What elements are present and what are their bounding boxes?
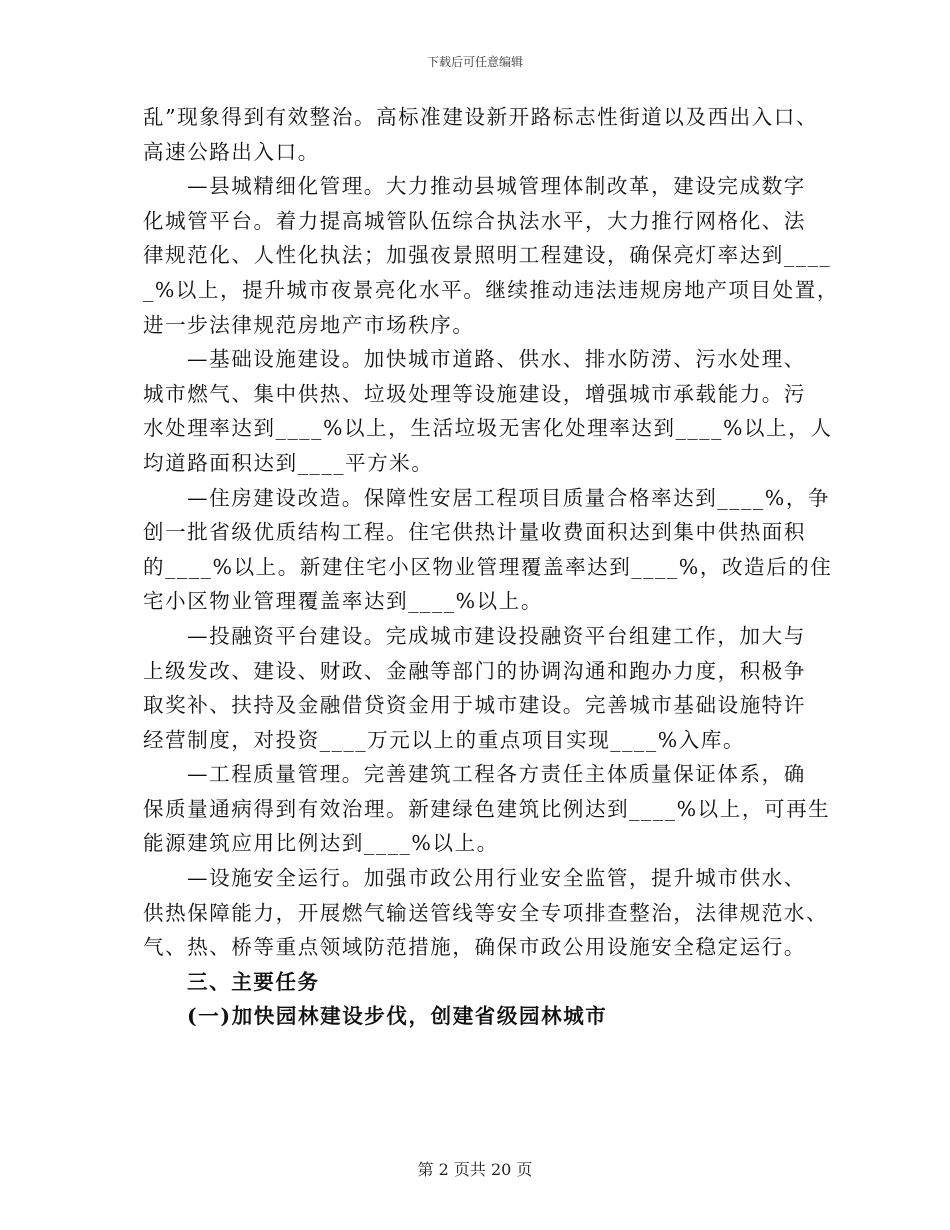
text-line: —住房建设改造。保障性安居工程项目质量合格率达到____%，争: [187, 485, 831, 510]
text-line: —投融资平台建设。完成城市建设投融资平台组建工作，加大与: [187, 623, 806, 648]
text-line: 律规范化、人性化执法；加强夜景照明工程建设，确保亮灯率达到____: [143, 243, 832, 268]
paragraph-safety: [143, 861, 829, 965]
text-line: 气、热、桥等重点领域防范措施，确保市政公用设施安全稳定运行。: [143, 935, 806, 960]
text-line: 水处理率达到____%以上，生活垃圾无害化处理率达到____%以上，人: [143, 416, 833, 441]
text-line: 均道路面积达到____平方米。: [143, 450, 434, 475]
text-line: 化城管平台。着力提高城管队伍综合执法水平，大力推行网格化、法: [143, 208, 806, 233]
section-heading: 三、主要任务: [187, 969, 320, 994]
page-footer: 第 2 页共 20 页: [417, 1160, 533, 1179]
text-line: —基础设施建设。加快城市道路、供水、排水防涝、污水处理、: [187, 347, 806, 372]
text-line: 取奖补、扶持及金融借贷资金用于城市建设。完善城市基础设施特许: [143, 693, 806, 718]
page-header-note: 下载后可任意编辑: [426, 55, 523, 69]
paragraph-continuation: [143, 100, 819, 169]
text-line: 进一步法律规范房地产市场秩序。: [143, 312, 475, 337]
paragraph-financing: [143, 619, 813, 757]
text-line: 宅小区物业管理覆盖率达到____%以上。: [143, 589, 543, 614]
text-line: 经营制度，对投资____万元以上的重点项目实现____%入库。: [143, 727, 746, 752]
text-line: —设施安全运行。加强市政公用行业安全监管，提升城市供水、: [187, 866, 806, 891]
paragraph-housing: [143, 481, 833, 619]
text-line: —工程质量管理。完善建筑工程各方责任主体质量保证体系，确: [187, 762, 806, 787]
document-body: [143, 100, 839, 1034]
text-line: —县城精细化管理。大力推动县城管理体制改革，建设完成数字: [187, 174, 806, 199]
text-line: 上级发改、建设、财政、金融等部门的协调沟通和跑办力度，积极争: [143, 658, 806, 683]
text-line: 的____%以上。新建住宅小区物业管理覆盖率达到____%，改造后的住: [143, 554, 833, 579]
text-line: 创一批省级优质结构工程。住宅供热计量收费面积达到集中供热面积: [143, 520, 806, 545]
text-line: 城市燃气、集中供热、垃圾处理等设施建设，增强城市承载能力。污: [143, 381, 806, 406]
text-line: 能源建筑应用比例达到____%以上。: [143, 831, 499, 856]
text-line: 供热保障能力，开展燃气输送管线等安全专项排查整治，法律规范水、: [143, 900, 829, 925]
subsection-heading: (一)加快园林建设步伐，创建省级园林城市: [187, 1004, 608, 1029]
text-line: 保质量通病得到有效治理。新建绿色建筑比例达到____%以上，可再生: [143, 796, 831, 821]
paragraph-quality: [143, 757, 831, 861]
text-line: 高速公路出入口。: [143, 139, 320, 164]
text-line: _%以上，提升城市夜景亮化水平。继续推动违法违规房地产项目处置，: [143, 277, 839, 302]
paragraph-county-management: [143, 169, 839, 342]
text-line: 乱”现象得到有效整治。高标准建设新开路标志性街道以及西出入口、: [143, 105, 819, 129]
paragraph-infrastructure: [143, 342, 833, 480]
